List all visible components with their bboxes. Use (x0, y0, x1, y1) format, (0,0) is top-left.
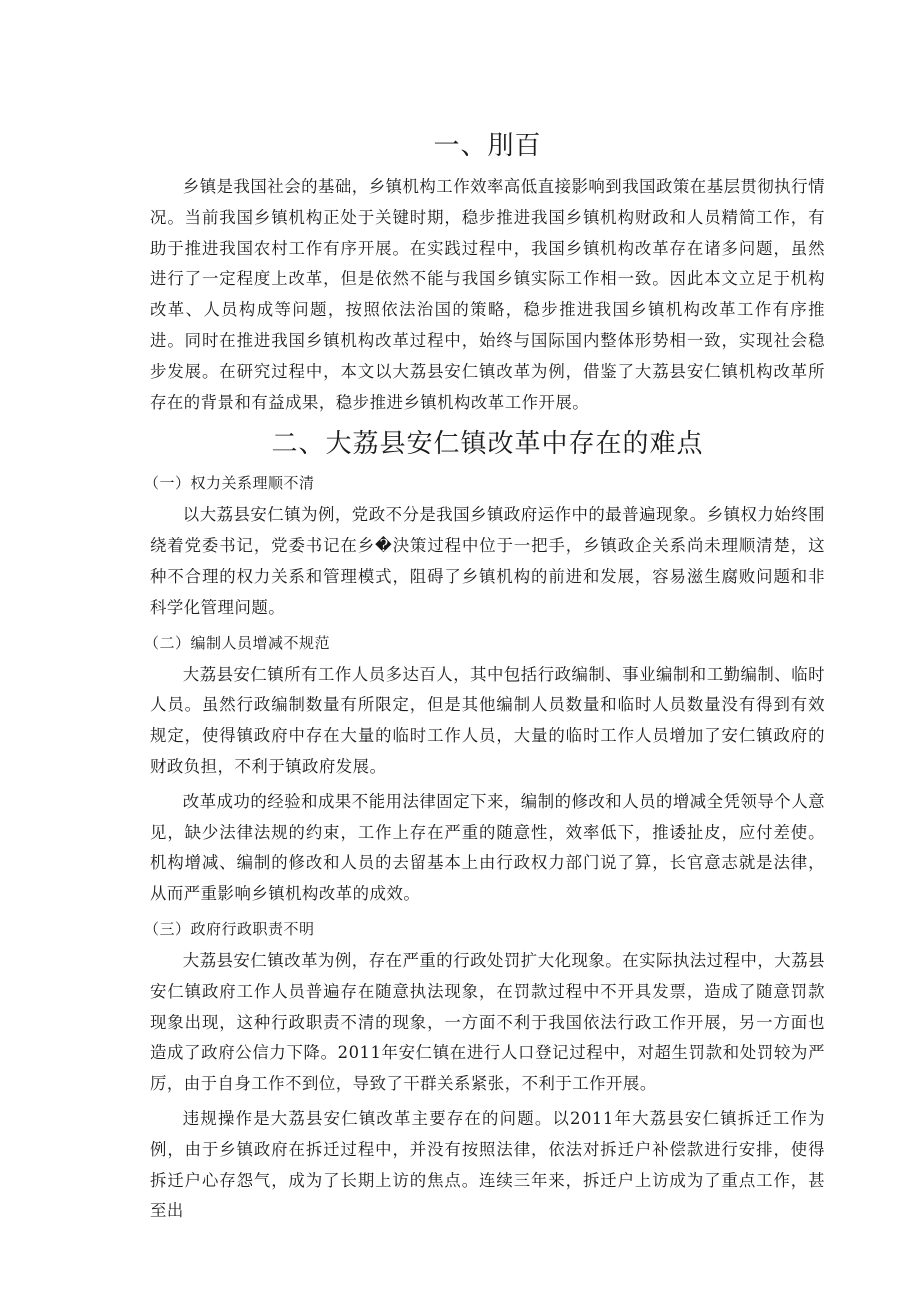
body-paragraph: 以大荔县安仁镇为例，党政不分是我国乡镇政府运作中的最普遍现象。乡镇权力始终围绕着党委书记，党委书记在乡�決策过程中位于一把手，乡镇政企关系尚未理顺清楚，这种不合理的权力关系和管理模式，阻碍了乡镇机构的前进和发展，容易滋生腐败问题和非科学化管理问题。 (150, 505, 825, 617)
body-paragraph: 改革成功的经验和成果不能用法律固定下来，编制的修改和人员的增减全凭领导个人意见，缺少法律法规的约束，工作上存在严重的随意性，效率低下，推诿扯皮，应付差使。机构增减、编制的修改和人员的去留基本上由行政权力部门说了算，长官意志就是法律，从而严重影响乡镇机构改革的成效。 (150, 791, 825, 904)
subsection-heading-power-relations: （一）权力关系理顺不清 (144, 474, 315, 493)
body-paragraph: 违规操作是大荔县安仁镇改革主要存在的问题。以2011年大荔县安仁镇拆迁工作为例，由于乡镇政府在拆迁过程中，并没有按照法律，依法对拆迁户补偿款进行安排，使得拆迁户心存怨气，成为了长期上访的焦点。连续三年来，拆迁户上访成为了重点工作，甚至出 (150, 1108, 825, 1221)
document-body (144, 126, 825, 1227)
subsection-heading-responsibilities: （三）政府行政职责不明 (144, 919, 315, 938)
subsection-heading-staffing: （二）编制人员增减不规范 (144, 633, 331, 652)
section-title-difficulties: 二、大荔县安仁镇改革中存在的难点 (271, 429, 704, 460)
preface-paragraph: 乡镇是我国社会的基础，乡镇机构工作效率高低直接影响到我国政策在基层贯彻执行情况。当前我国乡镇机构正处于关键时期，稳步推进我国乡镇机构财政和人员精简工作，有助于推进我国农村工作有序开展。在实践过程中，我国乡镇机构改革存在诸多问题，虽然进行了一定程度上改革，但是依然不能与我国乡镇实际工作相一致。因此本文立足于机构改革、人员构成等问题，按照依法治国的策略，稳步推进我国乡镇机构改革工作有序推进。同时在推进我国乡镇机构改革过程中，始终与国际国内整体形势相一致，实现社会稳步发展。在研究过程中，本文以大荔县安仁镇改革为例，借鉴了大荔县安仁镇机构改革所存在的背景和有益成果，稳步推进乡镇机构改革工作开展。 (150, 177, 825, 412)
body-paragraph: 大荔县安仁镇所有工作人员多达百人，其中包括行政编制、事业编制和工勤编制、临时人员。虽然行政编制数量有所限定，但是其他编制人员数量和临时人员数量没有得到有效规定，使得镇政府中存在大量的临时工作人员，大量的临时工作人员增加了安仁镇政府的财政负担，不利于镇政府发展。 (150, 664, 825, 776)
body-paragraph: 大荔县安仁镇改革为例，存在严重的行政处罚扩大化现象。在实际执法过程中，大荔县安仁镇政府工作人员普遍存在随意执法现象，在罚款过程中不开具发票，造成了随意罚款现象出现，这种行政职责不清的现象，一方面不利于我国依法行政工作开展，另一方面也造成了政府公信力下降。2011年安仁镇在进行人口登记过程中，对超生罚款和处罚较为严厉，由于自身工作不到位，导致了干群关系紧张，不利于工作开展。 (150, 950, 825, 1094)
section-title-preface: 一、刖百 (433, 131, 542, 161)
